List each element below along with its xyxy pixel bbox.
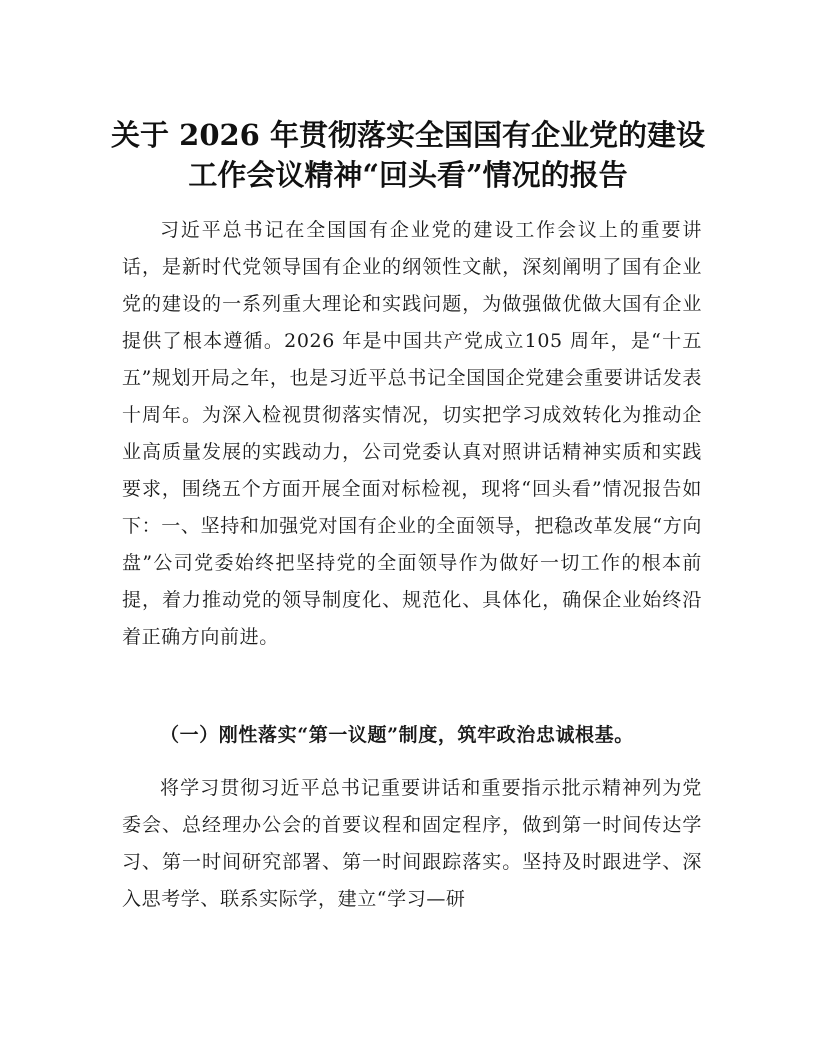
body-paragraph-1-container [122, 212, 702, 656]
document-title-line-2: 工作会议精神“回头看”情况的报告 [188, 158, 628, 192]
section-heading: （一）刚性落实“第一议题”制度，筑牢政治忠诚根基。 [160, 724, 634, 746]
document-title-line-1: 关于 2026 年贯彻落实全国国有企业党的建设 [111, 118, 705, 152]
body-paragraph-2-container [122, 770, 702, 918]
body-paragraph-2: 将学习贯彻习近平总书记重要讲话和重要指示批示精神列为党委会、总经理办公会的首要议程和固定程序，做到第一时间传达学习、第一时间研究部署、第一时间跟踪落实。坚持及时跟进学、深入思考学、联系实际学，建立“学习—研 [122, 777, 702, 910]
body-paragraph-1: 习近平总书记在全国国有企业党的建设工作会议上的重要讲话，是新时代党领导国有企业的纲领性文献，深刻阐明了国有企业党的建设的一系列重大理论和实践问题，为做强做优做大国有企业提供了根本遵循。2026 年是中国共产党成立105 周年，是“十五五”规划开局之年，也是习近平总书记全国国企党建会重要讲话发表十周年。为深入检视贯彻落实情况，切实把学习成效转化为推动企业高质量发展的实践动力，公司党委认真对照讲话精神实质和实践要求，围绕五个方面开展全面对标检视，现将“回头看”情况报告如下：一、坚持和加强党对国有企业的全面领导，把稳改革发展“方向盘”公司党委始终把坚持党的全面领导作为做好一切工作的根本前提，着力推动党的领导制度化、规范化、具体化，确保企业始终沿着正确方向前进。 [122, 219, 702, 648]
